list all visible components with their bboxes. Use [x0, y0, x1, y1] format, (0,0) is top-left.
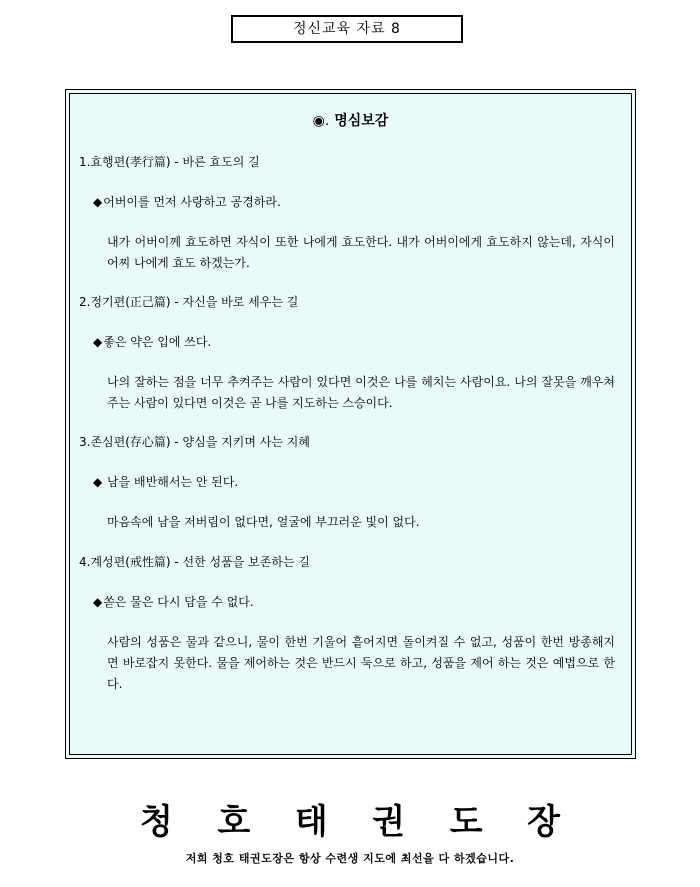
- diamond-bullet-icon: ◆: [93, 475, 103, 489]
- section-1-bullet: [93, 192, 281, 213]
- dojang-name-char: 태: [294, 802, 328, 842]
- section-1-bullet-text: 어버이를 먼저 사랑하고 공경하라.: [103, 195, 281, 209]
- section-1-body: 내가 어버이께 효도하면 자식이 또한 나에게 효도한다. 내가 어버이에게 효도하지 않는데, 자식이 어찌 나에게 효도 하겠는가.: [107, 235, 615, 270]
- document-title: 정신교육 자료 8: [231, 15, 463, 43]
- dojang-motto: 저희 청호 태권도장은 항상 수련생 지도에 최선을 다 하겠습니다.: [185, 852, 515, 865]
- section-4-title: 4.계성편(戒性篇) - 선한 성품을 보존하는 길: [79, 555, 310, 569]
- diamond-bullet-icon: ◆: [93, 595, 103, 609]
- section-3-title: 3.존심편(存心篇) - 양심을 지키며 사는 지혜: [79, 435, 310, 449]
- dojang-name-char: 호: [217, 802, 251, 842]
- dojang-name-char: 권: [372, 802, 406, 842]
- heading-mark: ◉.: [312, 113, 330, 129]
- section-4-body: 사람의 성품은 물과 같으니, 물이 한번 기울어 흩어지면 돌이켜질 수 없고, 성품이 한번 방종해지면 바로잡지 못한다. 물을 제어하는 것은 반드시 둑으로 하고, 성품을 제어 하는 것은 예법으로 한다.: [107, 635, 615, 691]
- section-2-body: 나의 잘하는 점을 너무 추켜주는 사람이 있다면 이것은 나를 헤치는 사람이요. 나의 잘못을 깨우쳐 주는 사람이 있다면 이것은 곧 나를 지도하는 스승이다.: [107, 375, 615, 410]
- section-3-bullet-text: 남을 배반해서는 안 된다.: [103, 475, 239, 489]
- section-3-bullet: [93, 472, 238, 493]
- section-3-body: 마음속에 남을 저버림이 없다면, 얼굴에 부끄러운 빛이 없다.: [107, 515, 420, 529]
- section-4-bullet-text: 쏟은 물은 다시 담을 수 없다.: [103, 595, 254, 609]
- diamond-bullet-icon: ◆: [93, 195, 103, 209]
- section-heading: [66, 110, 635, 130]
- heading-text: 명심보감: [334, 113, 389, 129]
- section-4-bullet: [93, 592, 254, 613]
- dojang-name: [140, 800, 560, 844]
- dojang-name-char: 청: [140, 802, 173, 842]
- section-2-bullet-text: 좋은 약은 입에 쓰다.: [103, 335, 212, 349]
- content-frame: [65, 89, 636, 759]
- diamond-bullet-icon: ◆: [93, 335, 103, 349]
- dojang-name-char: 도: [449, 802, 483, 842]
- dojang-name-char: 장: [527, 802, 560, 842]
- section-2-bullet: [93, 332, 211, 353]
- section-1-title: 1.효행편(孝行篇) - 바른 효도의 길: [79, 155, 260, 169]
- section-2-title: 2.정기편(正己篇) - 자신을 바로 세우는 길: [79, 295, 299, 309]
